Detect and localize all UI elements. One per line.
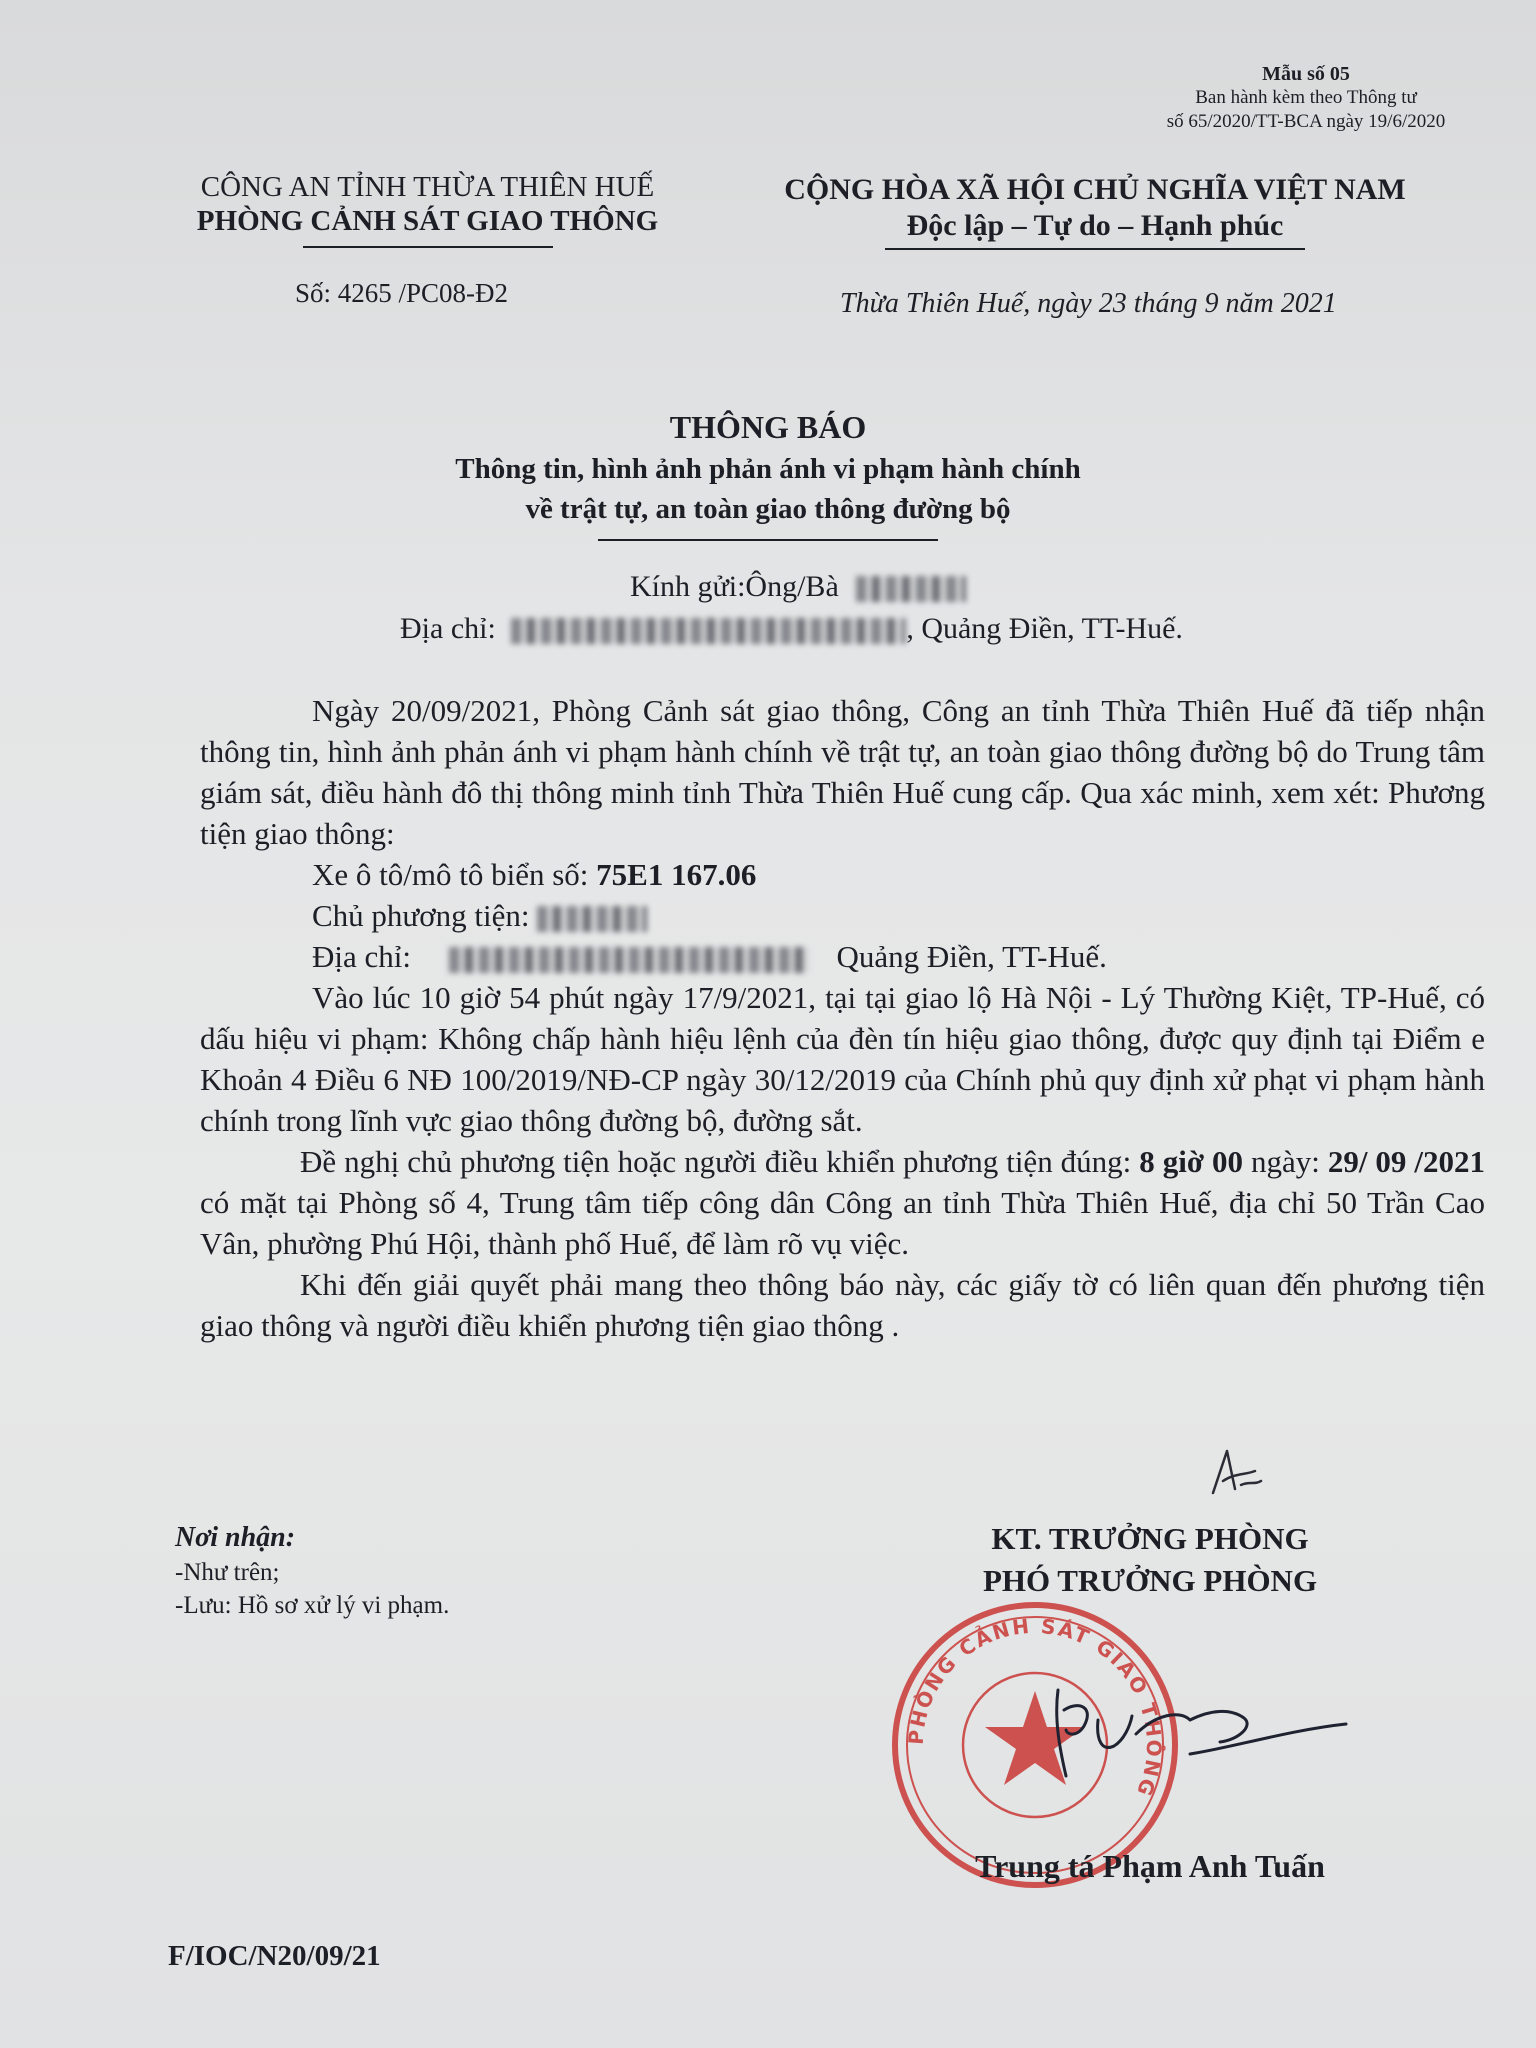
form-issued-line: Ban hành kèm theo Thông tư (1195, 87, 1417, 108)
vehicle-owner-label: Chủ phương tiện: (312, 898, 530, 933)
vehicle-plate-number: 75E1 167.06 (596, 857, 757, 892)
owner-address-label: Địa chỉ: (312, 939, 411, 974)
form-number: Mẫu số 05 (1262, 63, 1350, 85)
signatory-name: Trung tá Phạm Anh Tuấn (975, 1848, 1325, 1884)
appointment-request: Đề nghị chủ phương tiện hoặc người điều khiển phương tiện đúng: (300, 1144, 1140, 1179)
body-paragraph-3 (200, 1141, 1485, 1264)
nation-name: CỘNG HÒA XÃ HỘI CHỦ NGHĨA VIỆT NAM (784, 173, 1406, 206)
recipients-item-2: -Lưu: Hồ sơ xử lý vi phạm. (175, 1592, 450, 1619)
agency-header (155, 170, 700, 248)
body-paragraph-1: Ngày 20/09/2021, Phòng Cảnh sát giao thông, Công an tỉnh Thừa Thiên Huế đã tiếp nhận thông tin, hình ảnh phản ánh vi phạm hành chính về trật tự, an toàn giao thông đường bộ do Trung tâm giám sát, điều hành đô thị thông minh tỉnh Thừa Thiên Huế cung cấp. Qua xác minh, xem xét: Phương tiện giao thông: (200, 693, 1485, 851)
vehicle-plate-line (200, 854, 1485, 895)
appointment-time: 8 giờ 00 (1139, 1144, 1243, 1179)
appointment-date: 29/ 09 /2021 (1327, 1144, 1486, 1179)
signatory-title-2: PHÓ TRƯỞNG PHÒNG (982, 1563, 1318, 1598)
initials-mark (1205, 1445, 1265, 1505)
recipients-list (175, 1520, 449, 1622)
nation-header (735, 172, 1455, 250)
recipients-title: Nơi nhận: (175, 1522, 296, 1553)
stamp-text: PHÒNG CẢNH SÁT GIAO THÔNG (903, 1613, 1167, 1801)
redacted-recipient-address (511, 618, 906, 644)
signatory-title-1: KT. TRƯỞNG PHÒNG (991, 1521, 1309, 1556)
form-reference (1146, 62, 1466, 134)
signature-block (900, 1518, 1400, 1602)
body-paragraph-4: Khi đến giải quyết phải mang theo thông báo này, các giấy tờ có liên quan đến phương tiện giao thông và người điều khiển phương tiện giao thông . (200, 1267, 1485, 1343)
body-paragraph-2: Vào lúc 10 giờ 54 phút ngày 17/9/2021, tại tại giao lộ Hà Nội - Lý Thường Kiệt, TP-Huế, có dấu hiệu vi phạm: Không chấp hành hiệu lệnh của đèn tín hiệu giao thông, được quy định tại Điểm e Khoản 4 Điều 6 NĐ 100/2019/NĐ-CP ngày 30/12/2019 của Chính phủ quy định xử phạt vi phạm hành chính trong lĩnh vực giao thông đường bộ, đường sắt. (200, 980, 1485, 1138)
body-section (200, 690, 1485, 1346)
handwritten-signature (1040, 1680, 1360, 1800)
document-number: Số: 4265 /PC08-Đ2 (295, 278, 509, 308)
recipient-address-tail: , Quảng Điền, TT-Huế. (906, 612, 1183, 645)
redacted-owner-name (537, 906, 647, 932)
agency-underline (303, 246, 553, 248)
appointment-location: có mặt tại Phòng số 4, Trung tâm tiếp công dân Công an tỉnh Thừa Thiên Huế, địa chỉ 50 Trần Cao Vân, phường Phú Hội, thành phố Huế, để làm rõ vụ việc. (200, 1185, 1485, 1261)
notice-title: THÔNG BÁO (669, 409, 867, 445)
document-footer-code: F/IOC/N20/09/21 (168, 1940, 381, 1972)
title-underline (598, 539, 938, 541)
motto-underline (885, 248, 1305, 250)
recipients-item-1: -Như trên; (175, 1559, 280, 1586)
redacted-recipient-name (856, 576, 966, 602)
owner-address-tail: Quảng Điền, TT-Huế. (836, 939, 1107, 974)
vehicle-owner-line (200, 895, 1485, 936)
document-date: Thừa Thiên Huế, ngày 23 tháng 9 năm 2021 (840, 288, 1337, 319)
notice-subtitle-1: Thông tin, hình ảnh phản ánh vi phạm hành chính (455, 453, 1081, 485)
agency-ministry: CÔNG AN TỈNH THỪA THIÊN HUẾ (200, 171, 655, 203)
vehicle-plate-label: Xe ô tô/mô tô biển số: (312, 857, 597, 892)
recipient-address-label: Địa chỉ: (400, 612, 496, 645)
owner-address-line (200, 936, 1485, 977)
nation-motto: Độc lập – Tự do – Hạnh phúc (906, 209, 1284, 242)
recipient-greeting: Kính gửi:Ông/Bà (630, 570, 839, 603)
notice-subtitle-2: về trật tự, an toàn giao thông đường bộ (525, 493, 1011, 525)
appointment-date-label: ngày: (1243, 1144, 1328, 1179)
form-circular-line: số 65/2020/TT-BCA ngày 19/6/2020 (1166, 111, 1446, 132)
recipient-address-line (400, 612, 1183, 646)
redacted-owner-address (449, 947, 809, 973)
recipient-greeting-line (630, 570, 966, 604)
agency-department: PHÒNG CẢNH SÁT GIAO THÔNG (196, 205, 659, 237)
notice-heading (300, 405, 1236, 541)
